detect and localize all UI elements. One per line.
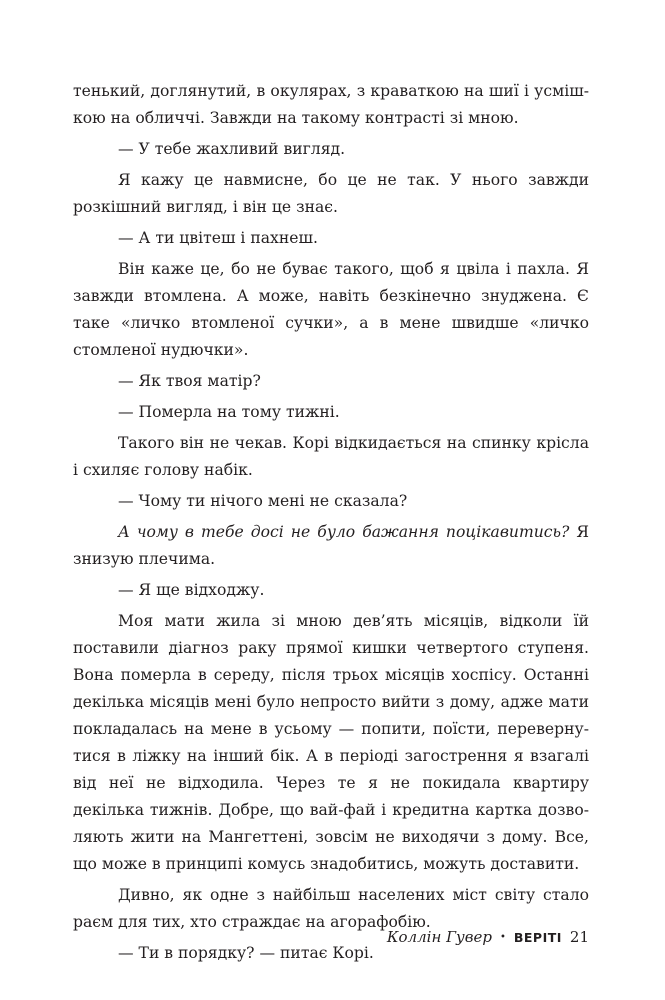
page-number: 21 bbox=[569, 928, 589, 946]
paragraph-4: — А ти цвітеш і пахнеш. bbox=[118, 229, 318, 247]
footer-separator: • bbox=[499, 932, 506, 943]
paragraph-7: — Померла на тому тижні. bbox=[118, 403, 340, 421]
paragraph-14: — Ти в порядку? — питає Корі. bbox=[118, 944, 374, 962]
paragraph-13: Дивно, як одне з найбільш населених міст світу стало раєм для тих, хто страждає на агорафобію. bbox=[73, 886, 589, 931]
paragraph-6: — Як твоя матір? bbox=[118, 372, 261, 390]
paragraph-1: тенький, доглянутий, в окулярах, з краваткою на шиї і усмішкою на обличчі. Завжди на такому контрасті зі мною. bbox=[73, 82, 589, 127]
paragraph-5: Він каже це, бо не буває такого, щоб я цвіла і пахла. Я завжди втомлена. А може, навіть безкінечно знуджена. Є таке «личко втомленої сучки», а в мене швидше «личко стомленої нудючки». bbox=[73, 260, 589, 359]
footer-book-title: ВЕРІТІ bbox=[513, 930, 562, 945]
italic-thought: А чому в тебе досі не було бажання поцікавитись? bbox=[118, 523, 570, 541]
paragraph-10 bbox=[73, 519, 589, 573]
paragraph-10-rest: Я знизую плечима. bbox=[73, 523, 589, 568]
paragraph-11: — Я ще відходжу. bbox=[118, 581, 265, 599]
paragraph-8: Такого він не чекав. Корі відкидається на спинку крісла і схиляє голову набік. bbox=[73, 434, 589, 479]
paragraph-3: Я кажу це навмисне, бо це не так. У нього завжди розкішний вигляд, і він це знає. bbox=[73, 171, 589, 216]
paragraph-12: Моя мати жила зі мною дев’ять місяців, відколи їй поставили діагноз раку прямої кишки четвертого ступеня. Вона померла в середу, після трьох місяців хоспісу. Останні декілька місяців мені було непросто вийти з дому, адже мати покладалась на мене в усьому — попити, поїсти, перевернутися в ліжку на інший бік. А в періоді загострення я взагалі від неї не відходила. Через те я не покидала квартиру декілька тижнів. Добре, що вай-фай і кредитна картка дозволяють жити на Мангеттені, зовсім не виходячи з дому. Все, що може в принципі комусь знадобитись, можуть доставити. bbox=[73, 612, 589, 873]
paragraph-2: — У тебе жахливий вигляд. bbox=[118, 140, 346, 158]
page-footer bbox=[387, 928, 589, 956]
footer-author: Коллін Гувер bbox=[386, 928, 492, 946]
book-page-text bbox=[73, 78, 589, 967]
paragraph-9: — Чому ти нічого мені не сказала? bbox=[118, 492, 408, 510]
